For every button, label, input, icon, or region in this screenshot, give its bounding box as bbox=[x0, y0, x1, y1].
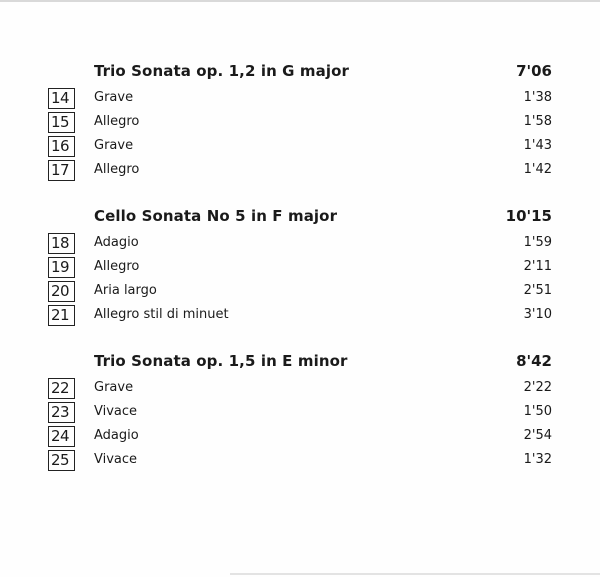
track-number: 24 bbox=[48, 426, 75, 447]
track-duration: 1'50 bbox=[523, 404, 552, 419]
track-row bbox=[0, 233, 600, 257]
scan-edge-bottom bbox=[230, 573, 600, 575]
track-duration: 2'22 bbox=[523, 380, 552, 395]
track-title: Grave bbox=[94, 138, 134, 153]
track-title: Allegro bbox=[94, 259, 140, 274]
track-title: Adagio bbox=[94, 428, 139, 443]
track-row bbox=[0, 281, 600, 305]
track-number: 15 bbox=[48, 112, 75, 133]
track-duration: 3'10 bbox=[523, 307, 552, 322]
track-row bbox=[0, 112, 600, 136]
track-number: 20 bbox=[48, 281, 75, 302]
track-duration: 1'59 bbox=[523, 235, 552, 250]
track-duration: 2'51 bbox=[523, 283, 552, 298]
track-number: 18 bbox=[48, 233, 75, 254]
track-title: Allegro stil di minuet bbox=[94, 307, 229, 322]
track-row bbox=[0, 305, 600, 329]
track-row bbox=[0, 378, 600, 402]
track-title: Allegro bbox=[94, 114, 140, 129]
track-title: Aria largo bbox=[94, 283, 157, 298]
track-row bbox=[0, 160, 600, 184]
track-duration: 1'32 bbox=[523, 452, 552, 467]
track-title: Adagio bbox=[94, 235, 139, 250]
work-duration: 10'15 bbox=[505, 207, 552, 225]
track-number: 16 bbox=[48, 136, 75, 157]
work-duration: 7'06 bbox=[516, 62, 552, 80]
track-duration: 1'58 bbox=[523, 114, 552, 129]
track-number: 25 bbox=[48, 450, 75, 471]
track-row bbox=[0, 450, 600, 474]
track-duration: 1'43 bbox=[523, 138, 552, 153]
track-title: Vivace bbox=[94, 404, 138, 419]
track-number: 17 bbox=[48, 160, 75, 181]
track-title: Allegro bbox=[94, 162, 140, 177]
track-title: Vivace bbox=[94, 452, 138, 467]
track-number: 22 bbox=[48, 378, 75, 399]
track-duration: 2'11 bbox=[523, 259, 552, 274]
track-row bbox=[0, 402, 600, 426]
track-row bbox=[0, 88, 600, 112]
track-row bbox=[0, 257, 600, 281]
track-number: 19 bbox=[48, 257, 75, 278]
track-number: 21 bbox=[48, 305, 75, 326]
track-duration: 1'38 bbox=[523, 90, 552, 105]
track-duration: 1'42 bbox=[523, 162, 552, 177]
work-duration: 8'42 bbox=[516, 352, 552, 370]
work-title: Trio Sonata op. 1,5 in E minor bbox=[94, 352, 348, 370]
track-title: Grave bbox=[94, 90, 134, 105]
track-number: 23 bbox=[48, 402, 75, 423]
track-duration: 2'54 bbox=[523, 428, 552, 443]
track-row bbox=[0, 426, 600, 450]
scan-edge-top bbox=[0, 0, 600, 2]
track-number: 14 bbox=[48, 88, 75, 109]
track-row bbox=[0, 136, 600, 160]
track-title: Grave bbox=[94, 380, 134, 395]
work-title: Cello Sonata No 5 in F major bbox=[94, 207, 338, 225]
work-title: Trio Sonata op. 1,2 in G major bbox=[94, 62, 350, 80]
